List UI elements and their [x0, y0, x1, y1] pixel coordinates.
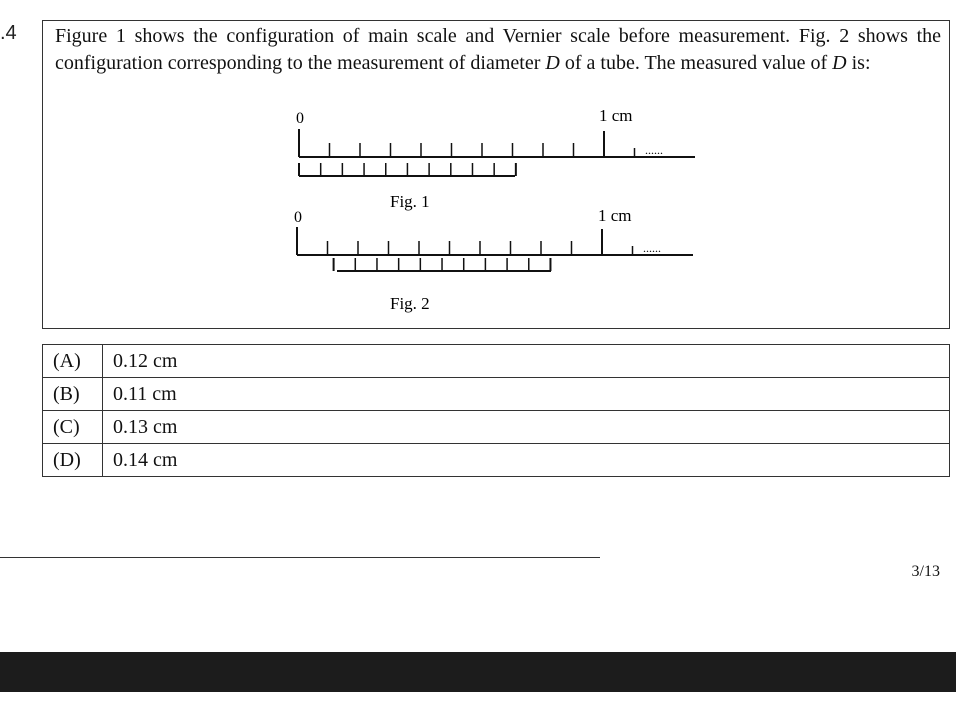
question-text-part3: is: [846, 52, 871, 74]
fig1-caption: Fig. 1 [390, 192, 430, 211]
option-letter: (D) [43, 444, 103, 477]
fig2-cm-label: 1 cm [598, 206, 632, 225]
option-letter: (C) [43, 411, 103, 444]
question-text-part1: Figure 1 shows the configuration of main scale and Vernier scale before measurement. Fig. 2 shows the configuration corresponding to the measurement of diameter [55, 25, 941, 74]
option-letter: (A) [43, 345, 103, 378]
fig1-vernier-scale-ticks [299, 163, 516, 176]
option-row-a[interactable] [43, 345, 950, 378]
option-row-c[interactable] [43, 411, 950, 444]
question-number: .4 [0, 22, 17, 44]
fig2-ellipsis: ...... [643, 241, 661, 255]
variable-d: D [545, 52, 560, 74]
variable-d: D [832, 52, 847, 74]
figure-2 [294, 206, 693, 313]
fig1-ellipsis: ...... [645, 143, 663, 157]
fig2-zero-label: 0 [294, 209, 302, 226]
option-row-d[interactable] [43, 444, 950, 477]
vernier-figures [43, 21, 949, 328]
fig2-caption: Fig. 2 [390, 294, 430, 313]
footer-divider [0, 557, 600, 558]
question-text-part2: of a tube. The measured value of [559, 52, 833, 74]
fig2-vernier-scale-ticks [334, 258, 551, 271]
option-value: 0.12 cm [103, 345, 950, 378]
option-row-b[interactable] [43, 378, 950, 411]
bottom-bar [0, 652, 956, 692]
fig2-main-scale-ticks [297, 227, 633, 255]
options-table [42, 344, 950, 477]
question-box [42, 20, 950, 329]
fig1-cm-label: 1 cm [599, 106, 633, 125]
page-number: 3/13 [911, 563, 940, 580]
fig1-main-scale-ticks [299, 129, 635, 157]
option-value: 0.13 cm [103, 411, 950, 444]
option-value: 0.14 cm [103, 444, 950, 477]
option-value: 0.11 cm [103, 378, 950, 411]
figure-1 [296, 106, 695, 211]
fig1-zero-label: 0 [296, 110, 304, 127]
option-letter: (B) [43, 378, 103, 411]
